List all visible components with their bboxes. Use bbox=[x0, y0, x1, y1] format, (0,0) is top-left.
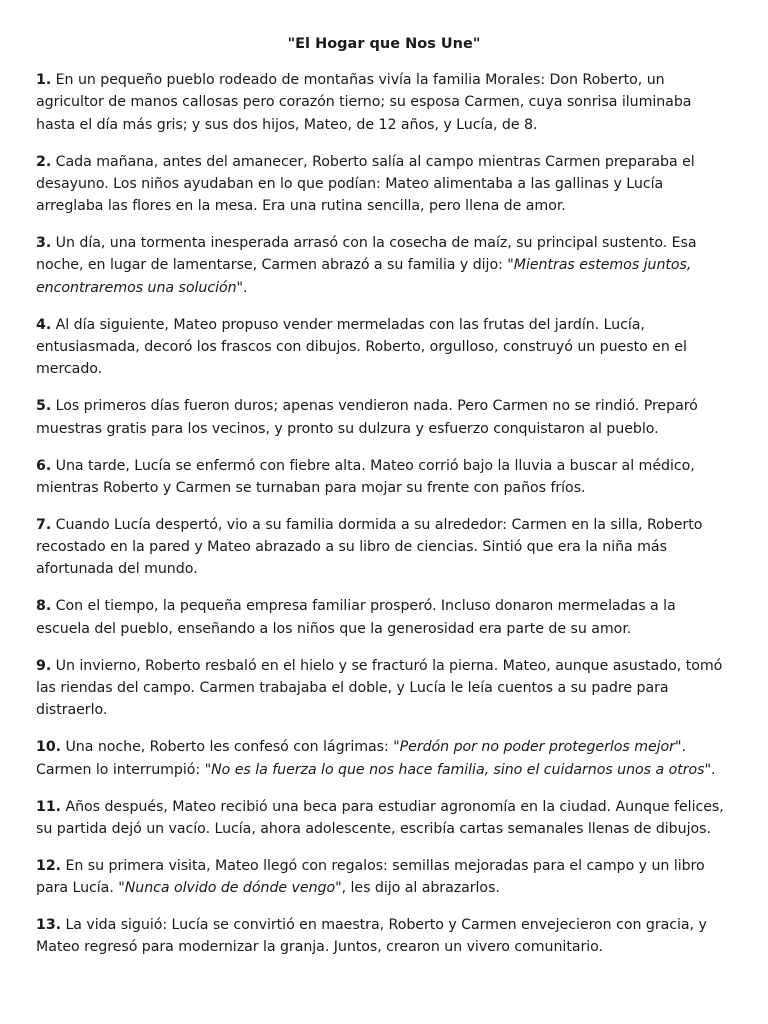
paragraph-text: Con el tiempo, la pequeña empresa familiar prosperó. Incluso donaron mermeladas a la escuela del pueblo, enseñando a los niños que la generosidad era parte de su amor. bbox=[36, 598, 676, 637]
paragraph-text: Un día, una tormenta inesperada arrasó con la cosecha de maíz, su principal sustento. Esa noche, en lugar de lamentarse, Carmen abrazó a su familia y dijo: bbox=[36, 235, 697, 274]
paragraph bbox=[36, 395, 732, 440]
paragraph-text: En su primera visita, Mateo llegó con regalos: semillas mejoradas para el campo y un libro para Lucía. bbox=[36, 857, 705, 897]
paragraph bbox=[36, 232, 732, 299]
paragraph-number: 5. bbox=[36, 398, 52, 415]
paragraph bbox=[36, 655, 732, 722]
paragraph-number: 2. bbox=[36, 153, 52, 170]
paragraph-text: Años después, Mateo recibió una beca para estudiar agronomía en la ciudad. Aunque felices, su partida dejó un vacío. Lucía, ahora adolescente, escribía cartas semanales llenas de dibujos. bbox=[36, 798, 724, 837]
paragraph bbox=[36, 796, 732, 841]
paragraph-text: Un invierno, Roberto resbaló en el hielo y se fracturó la pierna. Mateo, aunque asustado, tomó las riendas del campo. Carmen trabajaba el doble, y Lucía le leía cuentos a su padre para distraerlo. bbox=[36, 657, 723, 719]
paragraph-number: 13. bbox=[36, 917, 61, 934]
paragraph-text: Cada mañana, antes del amanecer, Roberto salía al campo mientras Carmen preparaba el desayuno. Los niños ayudaban en lo que podían: Mateo alimentaba a las gallinas y Lucía arreglaba las flores en la mesa. Era una rutina sencilla, pero llena de amor. bbox=[36, 153, 695, 215]
paragraph-number: 6. bbox=[36, 457, 52, 474]
paragraph-text: Los primeros días fueron duros; apenas vendieron nada. Pero Carmen no se rindió. Preparó muestras gratis para los vecinos, y pronto su dulzura y esfuerzo conquistaron al pueblo. bbox=[36, 398, 698, 437]
paragraph bbox=[36, 736, 732, 781]
paragraph bbox=[36, 151, 732, 218]
paragraph bbox=[36, 595, 732, 640]
document-title: "El Hogar que Nos Une" bbox=[287, 36, 481, 52]
paragraph-number: 4. bbox=[36, 316, 52, 333]
paragraph-number: 11. bbox=[36, 798, 61, 815]
paragraph-text: La vida siguió: Lucía se convirtió en maestra, Roberto y Carmen envejecieron con gracia, y Mateo regresó para modernizar la granja. Juntos, crearon un vivero comunitario. bbox=[36, 917, 707, 956]
paragraph bbox=[36, 855, 732, 900]
quote-text: "Perdón por no poder protegerlos mejor" bbox=[393, 739, 682, 756]
paragraph-number: 1. bbox=[36, 72, 52, 88]
paragraph-text: Una noche, Roberto les confesó con lágrimas: bbox=[60, 739, 394, 756]
paragraph-number: 3. bbox=[36, 235, 52, 252]
paragraph bbox=[36, 914, 732, 959]
paragraph-text: . bbox=[243, 279, 248, 296]
paragraph bbox=[36, 69, 732, 136]
quote-text: "No es la fuerza lo que nos hace familia, sino el cuidarnos unos a otros" bbox=[204, 761, 711, 778]
paragraph-number: 8. bbox=[36, 598, 52, 615]
paragraph bbox=[36, 314, 732, 381]
quote-text: "Mientras estemos juntos, encontraremos una solución" bbox=[36, 257, 692, 296]
paragraph-text: Al día siguiente, Mateo propuso vender mermeladas con las frutas del jardín. Lucía, entusiasmada, decoró los frascos con dibujos. Roberto, orgulloso, construyó un puesto en el mercado. bbox=[36, 316, 687, 378]
paragraph-text: Una tarde, Lucía se enfermó con fiebre alta. Mateo corrió bajo la lluvia a buscar al médico, mientras Roberto y Carmen se turnaban para mojar su frente con paños fríos. bbox=[36, 457, 695, 496]
paragraph-number: 9. bbox=[36, 657, 52, 674]
paragraph bbox=[36, 455, 732, 500]
paragraph-text: Cuando Lucía despertó, vio a su familia dormida a su alrededor: Carmen en la silla, Roberto recostado en la pared y Mateo abrazado a su libro de ciencias. Sintió que era la niña más afortunada del mundo. bbox=[36, 516, 703, 578]
paragraph bbox=[36, 514, 732, 581]
paragraph-text: , les dijo al abrazarlos. bbox=[341, 880, 500, 897]
paragraph-number: 12. bbox=[36, 857, 61, 874]
paragraph-number: 7. bbox=[36, 516, 52, 533]
paragraph-text: En un pequeño pueblo rodeado de montañas vivía la familia Morales: Don Roberto, un agricultor de manos callosas pero corazón tierno; su esposa Carmen, cuya sonrisa iluminaba hasta el día más gris; y sus dos hijos, Mateo, de 12 años, y Lucía, de 8. bbox=[36, 72, 692, 133]
quote-text: "Nunca olvido de dónde vengo" bbox=[118, 880, 342, 897]
paragraph-text: . Carmen lo interrumpió: bbox=[36, 739, 686, 778]
paragraph-text: . bbox=[710, 761, 716, 778]
paragraph-number: 10. bbox=[36, 739, 61, 756]
